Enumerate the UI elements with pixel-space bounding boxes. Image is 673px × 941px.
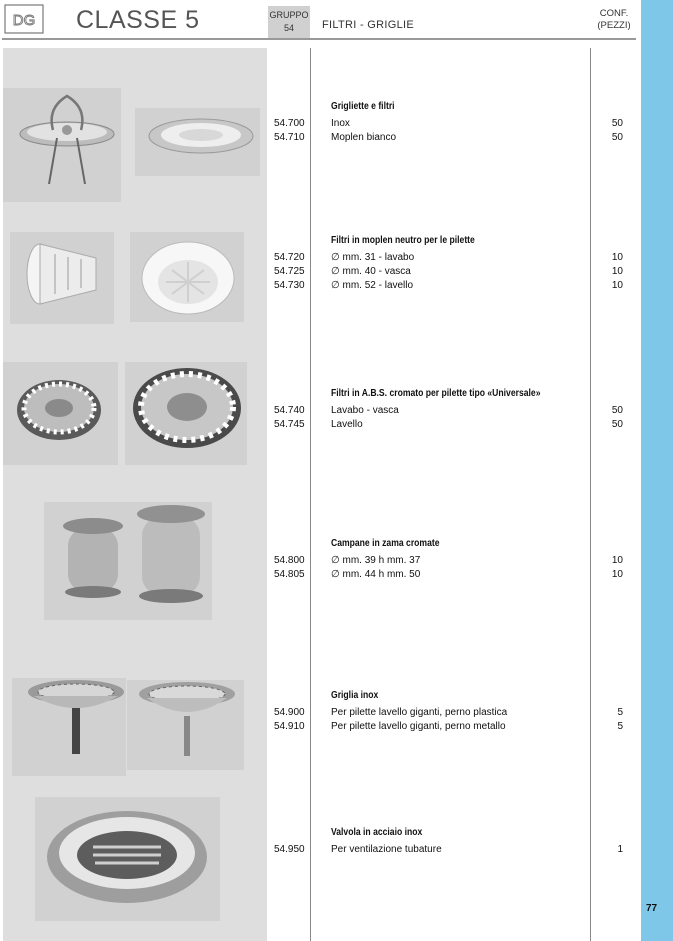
product-1-desc [331,100,586,145]
product-qty: 10 [611,555,623,566]
product-desc: Per pilette lavello giganti, perno plastica [331,707,508,718]
product-code: 54.910 [274,721,305,732]
product-6-desc [331,826,586,857]
product-3-codes [274,387,308,432]
product-title: Campane in zama cromate [331,538,440,549]
column-divider-qty [590,48,591,941]
product-desc: ∅ mm. 31 - lavabo [331,252,415,263]
product-title: Griglia inox [331,690,379,701]
product-title: Valvola in acciaio inox [331,827,423,838]
product-1-qty [594,100,623,145]
product-qty: 50 [611,132,623,143]
product-desc: ∅ mm. 44 h mm. 50 [331,569,421,580]
product-code: 54.720 [274,252,305,263]
photo-griglia-inox-perno-metallo [127,680,244,770]
photo-griglietta-inox [3,88,121,202]
product-5-qty [594,689,623,734]
photo-campane-zama [44,502,212,620]
product-3-qty [594,387,623,432]
side-color-bar [641,0,673,941]
product-qty: 50 [611,405,623,416]
product-desc: ∅ mm. 39 h mm. 37 [331,555,421,566]
product-desc: Per ventilazione tubature [331,844,442,855]
gruppo-value: 54 [283,23,294,33]
product-title: Grigliette e filtri [331,101,395,112]
photo-filtro-abs-lavello [125,362,247,465]
product-desc: Lavabo - vasca [331,405,399,416]
product-3-desc [331,387,586,432]
product-qty: 50 [611,118,623,129]
conf-unit-label: (PEZZI) [597,20,631,31]
photo-valvola-acciaio [35,797,220,921]
product-code: 54.710 [274,132,305,143]
product-desc: ∅ mm. 52 - lavello [331,280,414,291]
product-desc: Moplen bianco [331,132,397,143]
product-qty: 10 [611,280,623,291]
category-title: FILTRI - GRIGLIE [322,19,414,31]
product-5-codes [274,689,308,734]
dg-logo [4,4,44,34]
product-desc: Lavello [331,419,363,430]
product-desc: Per pilette lavello giganti, perno metallo [331,721,506,732]
product-title: Filtri in A.B.S. cromato per pilette tipo «Universale» [331,388,541,399]
product-qty: 10 [611,252,623,263]
product-code: 54.900 [274,707,305,718]
product-code: 54.805 [274,569,305,580]
conf-label: CONF. [599,8,629,19]
product-qty: 50 [611,419,623,430]
product-4-qty [594,537,623,582]
svg-text:DG: DG [12,12,36,29]
product-5-desc [331,689,586,734]
conf-header [594,8,634,32]
header-divider [2,38,636,40]
product-code: 54.740 [274,405,305,416]
product-1-codes [274,100,308,145]
product-4-desc [331,537,586,582]
product-title: Filtri in moplen neutro per le pilette [331,235,475,246]
product-code: 54.730 [274,280,305,291]
product-qty: 5 [617,707,623,718]
product-qty: 1 [617,844,623,855]
photo-filtro-abs-lavabo [3,362,118,465]
product-2-qty [594,234,623,293]
photo-filtro-moplen-bianco [135,108,260,176]
gruppo-label: GRUPPO [269,10,309,20]
product-code: 54.745 [274,419,305,430]
product-2-desc [331,234,586,293]
product-6-codes [274,826,308,857]
product-6-qty [594,826,623,857]
product-desc: ∅ mm. 40 - vasca [331,266,411,277]
product-4-codes [274,537,308,582]
product-qty: 5 [617,721,623,732]
gruppo-box [268,6,310,38]
product-qty: 10 [611,266,623,277]
product-code: 54.950 [274,844,305,855]
product-desc: Inox [331,118,350,129]
photo-filtro-moplen-laterale [10,232,114,324]
product-qty: 10 [611,569,623,580]
product-code: 54.800 [274,555,305,566]
page-number: 77 [646,903,658,914]
product-code: 54.725 [274,266,305,277]
photo-griglia-inox-perno-plastica [12,678,126,776]
product-code: 54.700 [274,118,305,129]
column-divider-codes [310,48,311,941]
photo-filtro-moplen-frontale [130,232,244,322]
classe-title: CLASSE 5 [76,6,200,34]
product-2-codes [274,234,308,293]
